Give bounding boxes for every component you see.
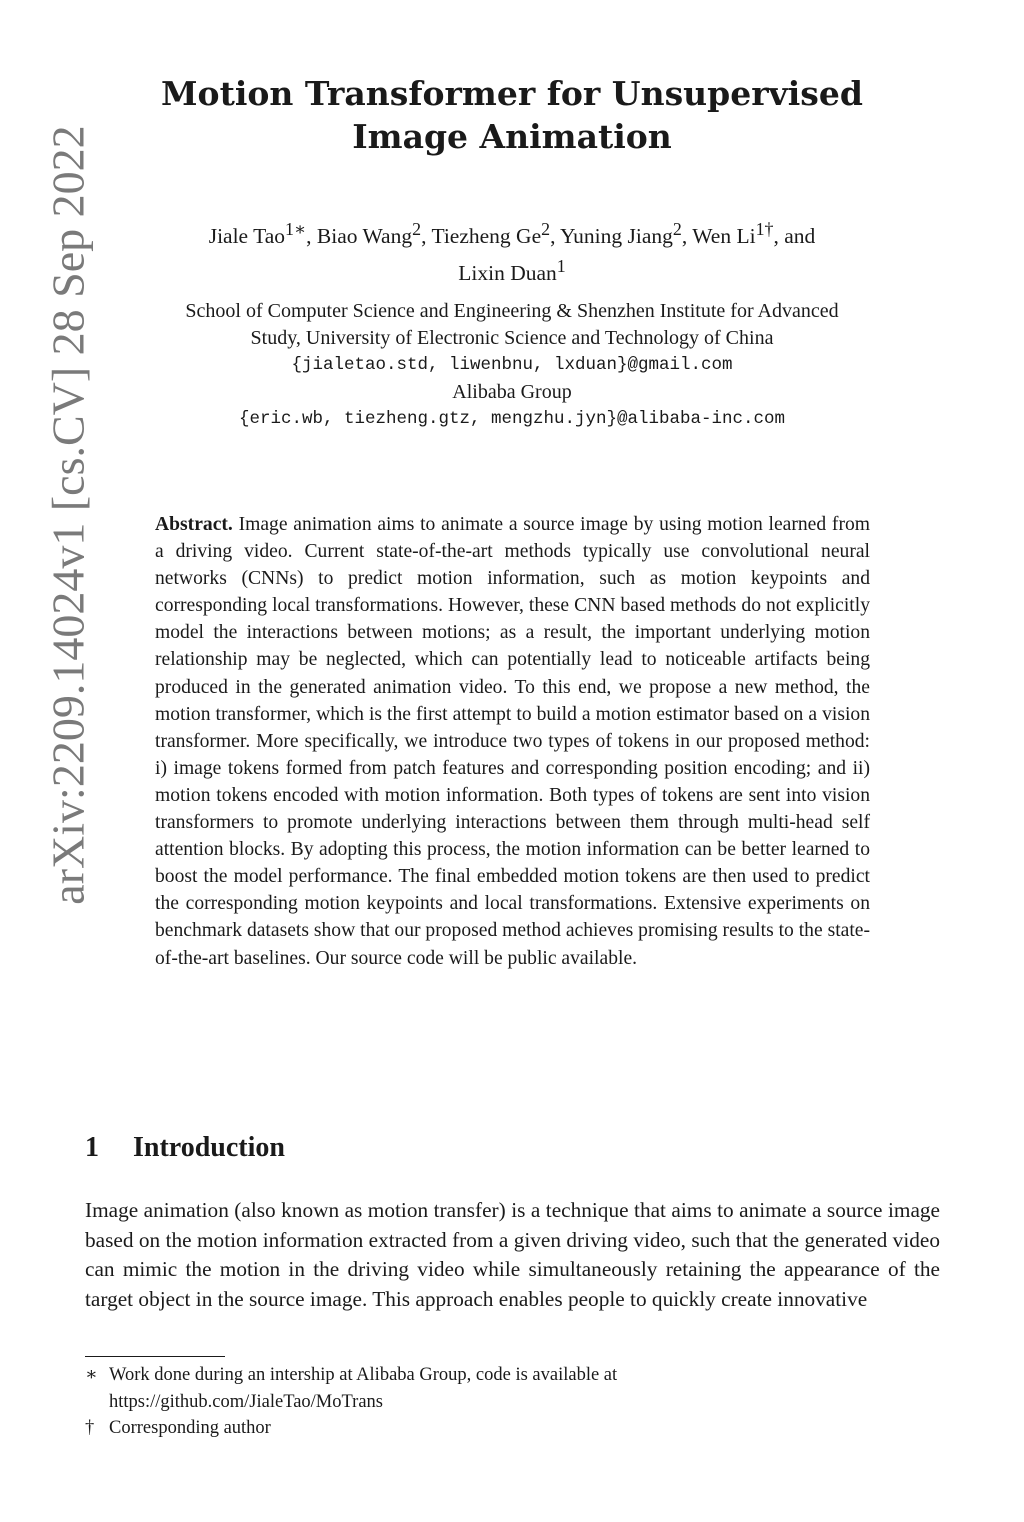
footnotes bbox=[85, 1362, 940, 1442]
abstract-text: Image animation aims to animate a source image by using motion learned from a driving video. Current state-of-the-art methods typically use convolutional neural networks (CNNs) to predict motion information, such as motion keypoints and corresponding local transformations. However, these CNN based methods do not explicitly model the interactions between motions; as a result, the important underlying motion relationship may be neglected, which can potentially lead to noticeable artifacts being produced in the generated animation video. To this end, we propose a new method, the motion transformer, which is the first attempt to build a motion estimator based on a vision transformer. More specifically, we introduce two types of tokens in our proposed method: i) image tokens formed from patch features and corresponding position encoding; and ii) motion tokens encoded with motion information. Both types of tokens are sent into vision transformers to promote underlying interactions between them through multi-head self attention blocks. By adopting this process, the motion information can be better learned to boost the model performance. The final embedded motion tokens are then used to predict the corresponding motion keypoints and local transformations. Extensive experiments on benchmark datasets show that our proposed method achieves promising results to the state-of-the-art baselines. Our source code will be public available. bbox=[155, 514, 871, 969]
author-list: Jiale Tao$^{1∗}$, Biao Wang$^2$, Tiezheng Ge$^2$, Yuning Jiang$^2$, Wen $Li^{1\dagger}$, and Lixin Duan$^1$ bbox=[208, 219, 816, 286]
affiliations bbox=[100, 298, 924, 433]
author-affiliation-mark: 1† bbox=[755, 219, 774, 239]
footnote-text: Work done during an intership at Alibaba Group, code is available at bbox=[109, 1365, 618, 1385]
affiliation-line: School of Computer Science and Engineering & Shenzhen Institute for Advanced bbox=[185, 300, 839, 322]
footnote-rule bbox=[85, 1356, 225, 1357]
abstract bbox=[155, 511, 870, 972]
footnote bbox=[85, 1415, 940, 1442]
author-affiliation-mark: 2 bbox=[672, 219, 682, 239]
section-heading bbox=[85, 1130, 285, 1166]
paper-title: Motion Transformer for Unsupervised Image Animation bbox=[161, 74, 863, 156]
author-affiliation-mark: 2 bbox=[541, 219, 551, 239]
author-name: Jiale Tao bbox=[208, 224, 286, 249]
email-list: {eric.wb, tiezheng.gtz, mengzhu.jyn}@alibaba-inc.com bbox=[238, 409, 786, 429]
section-title: Introduction bbox=[133, 1132, 285, 1163]
arxiv-identifier: arXiv:2209.14024v1 [cs.CV] 28 Sep 2022 bbox=[42, 125, 94, 905]
abstract-label: Abstract. bbox=[155, 514, 233, 535]
author-affiliation-mark: 2 bbox=[412, 219, 422, 239]
email-list: {jialetao.std, liwenbnu, lxduan}@gmail.com bbox=[291, 355, 733, 375]
author-affiliation-mark: 1 bbox=[556, 256, 566, 277]
author-name: Biao Wang bbox=[316, 224, 413, 249]
introduction-paragraph: Image animation (also known as motion transfer) is a technique that aims to animate a source image based on the motion information extracted from a given driving video, such that the generated video can mimic the motion in the driving video while simultaneously retaining the appearance of the target object in the source image. This approach enables people to quickly create innovative bbox=[85, 1198, 940, 1311]
footnote-mark: † bbox=[85, 1418, 95, 1438]
author-name: Lixin Duan bbox=[458, 261, 557, 286]
affiliation-line: Alibaba Group bbox=[452, 381, 572, 403]
affiliation-line: Study, University of Electronic Science and Technology of China bbox=[250, 327, 774, 349]
author-affiliation-mark: 1∗ bbox=[285, 219, 307, 239]
author-name: Yuning Jiang bbox=[560, 224, 673, 249]
section-number: 1 bbox=[85, 1132, 99, 1163]
author-name: Wen Li bbox=[692, 224, 756, 249]
author-name: Tiezheng Ge bbox=[431, 224, 542, 249]
footnote-mark: ∗ bbox=[85, 1365, 98, 1385]
footnote-link[interactable]: https://github.com/JialeTao/MoTrans bbox=[109, 1391, 383, 1412]
footnote-text: Corresponding author bbox=[109, 1418, 271, 1438]
footnote bbox=[85, 1362, 940, 1389]
